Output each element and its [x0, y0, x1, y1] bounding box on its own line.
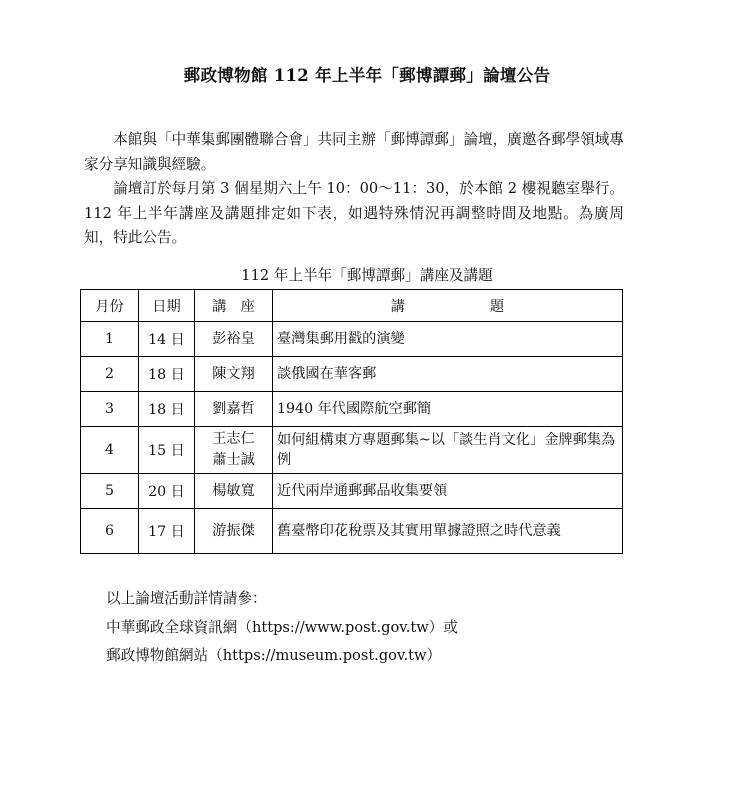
footer-notes [106, 585, 458, 671]
schedule-paragraph: 論壇訂於每月第 3 個星期六上午 10：00～11：30，於本館 2 樓視聽室舉行。112 年上半年講座及講題排定如下表，如遇特殊情況再調整時間及地點。為廣周知，特此公告。 [84, 180, 624, 246]
cell-topic: 談俄國在華客郵 [273, 357, 623, 392]
cell-month: 5 [81, 474, 139, 509]
cell-speaker [195, 392, 273, 427]
cell-date: 15 日 [139, 427, 195, 474]
footer-intro: 以上論壇活動詳情請參： [106, 590, 267, 607]
table-caption: 112 年上半年「郵博譚郵」講座及講題 [241, 267, 493, 284]
cell-topic: 近代兩岸通郵郵品收集要領 [273, 474, 623, 509]
table-row [81, 357, 623, 392]
speaker-name: 彭裕皇 [212, 330, 255, 347]
cell-speaker [195, 357, 273, 392]
header-speaker: 講 座 [195, 290, 273, 322]
cell-date: 18 日 [139, 392, 195, 427]
table-header-row [81, 290, 623, 322]
page-title: 郵政博物館 112 年上半年「郵博譚郵」論壇公告 [183, 66, 551, 85]
cell-date: 18 日 [139, 357, 195, 392]
header-topic: 講 題 [273, 290, 623, 322]
table-row [81, 474, 623, 509]
table-row [81, 392, 623, 427]
footer-post-website: 中華郵政全球資訊網（https://www.post.gov.tw）或 [106, 618, 458, 636]
cell-date: 17 日 [139, 509, 195, 554]
footer-museum-website: 郵政博物館網站（https://museum.post.gov.tw） [106, 647, 442, 664]
lecture-schedule-table [80, 289, 623, 554]
cell-month: 2 [81, 357, 139, 392]
header-date: 日期 [139, 290, 195, 322]
speaker-name: 游振傑 [212, 522, 255, 539]
cell-topic: 如何組構東方專題郵集~以「談生肖文化」金牌郵集為例 [273, 427, 623, 474]
cell-speaker [195, 427, 273, 474]
cell-date: 14 日 [139, 322, 195, 357]
cell-topic: 1940 年代國際航空郵簡 [273, 392, 623, 427]
cell-month: 1 [81, 322, 139, 357]
cell-month: 3 [81, 392, 139, 427]
speaker-name: 陳文翔 [212, 365, 255, 382]
speaker-name: 楊敏寬 [212, 482, 255, 499]
table-row [81, 322, 623, 357]
cell-speaker [195, 322, 273, 357]
cell-topic: 臺灣集郵用戳的演變 [273, 322, 623, 357]
intro-paragraph: 本館與「中華集郵團體聯合會」共同主辦「郵博譚郵」論壇，廣邀各郵學領域專家分享知識與經驗。 [84, 131, 624, 173]
table-row [81, 509, 623, 554]
cell-month: 4 [81, 427, 139, 474]
cell-date: 20 日 [139, 474, 195, 509]
speaker-name: 蕭士誠 [212, 452, 255, 468]
cell-speaker [195, 474, 273, 509]
header-month: 月份 [81, 290, 139, 322]
speaker-name: 王志仁 [212, 431, 255, 447]
cell-month: 6 [81, 509, 139, 554]
cell-speaker [195, 509, 273, 554]
cell-topic: 舊臺幣印花稅票及其實用單據證照之時代意義 [273, 509, 623, 554]
speaker-name: 劉嘉哲 [212, 400, 255, 417]
table-row [81, 427, 623, 474]
